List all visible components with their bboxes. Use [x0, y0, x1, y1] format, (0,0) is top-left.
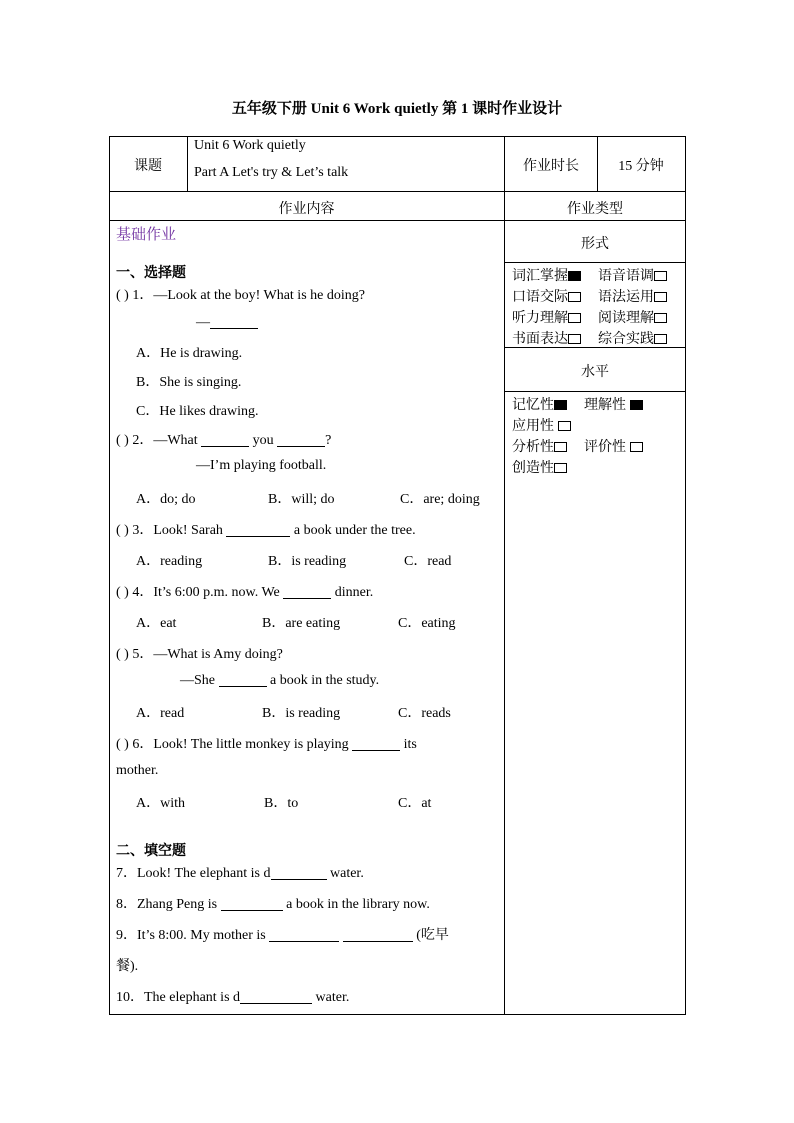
q2-option-c: C．are; doing [400, 492, 480, 507]
checkbox-icon[interactable] [654, 292, 667, 302]
time-value: 15 分钟 [618, 159, 664, 174]
form-item: 口语交际 [512, 286, 581, 306]
checkbox-checked-icon[interactable] [568, 271, 581, 281]
q5-option-a: A．read [136, 706, 185, 721]
q4-stem: ( ) 4．It’s 6:00 p.m. now. We dinner. [116, 585, 374, 600]
fill-10: 10．The elephant is d water. [116, 990, 350, 1005]
checkbox-icon[interactable] [654, 271, 667, 281]
form-label: 形式 [581, 237, 609, 252]
topic-line2: Part A Let's try & Let’s talk [194, 165, 349, 180]
q2-option-a: A．do; do [136, 492, 196, 507]
fill-9-cont: 餐). [116, 959, 139, 974]
checkbox-icon[interactable] [568, 313, 581, 323]
q4-option-a: A．eat [136, 616, 177, 631]
q6-option-b: B．to [264, 796, 299, 811]
checkbox-icon[interactable] [654, 313, 667, 323]
fill-7: 7．Look! The elephant is d water. [116, 866, 364, 881]
type-label: 作业类型 [567, 202, 623, 217]
q6-option-a: A．with [136, 796, 185, 811]
q5-option-c: C．reads [398, 706, 451, 721]
section-basic: 基础作业 [116, 227, 177, 243]
q1-option-c: C．He likes drawing. [136, 404, 259, 419]
q5-option-b: B．is reading [262, 706, 341, 721]
time-label: 作业时长 [523, 159, 579, 174]
level-item: 理解性 [584, 394, 643, 414]
checkbox-icon[interactable] [554, 442, 567, 452]
q2-stem: ( ) 2．—What you ? [116, 433, 332, 448]
form-item: 词汇掌握 [512, 265, 581, 285]
form-item: 阅读理解 [598, 307, 667, 327]
fill-9: 9．It’s 8:00. My mother is (吃早 [116, 928, 449, 943]
q1-option-b: B．She is singing. [136, 375, 242, 390]
level-item: 分析性 [512, 436, 567, 456]
form-item: 综合实践 [598, 328, 667, 348]
level-label: 水平 [581, 365, 609, 380]
q6-line2: mother. [116, 763, 159, 778]
level-item: 创造性 [512, 457, 567, 477]
part2-title: 二、填空题 [116, 844, 186, 859]
q6-stem: ( ) 6．Look! The little monkey is playing its [116, 737, 417, 752]
level-item: 应用性 [512, 415, 571, 435]
q3-option-a: A．reading [136, 554, 203, 569]
checkbox-checked-icon[interactable] [630, 400, 643, 410]
q1-answer-line: — [196, 315, 258, 331]
q4-option-c: C．eating [398, 616, 456, 631]
checkbox-icon[interactable] [654, 334, 667, 344]
form-item: 听力理解 [512, 307, 581, 327]
checkbox-icon[interactable] [558, 421, 571, 431]
topic-label: 课题 [134, 159, 162, 174]
q2-option-b: B．will; do [268, 492, 335, 507]
checkbox-icon[interactable] [568, 334, 581, 344]
checkbox-icon[interactable] [568, 292, 581, 302]
q5-line2: —She a book in the study. [180, 673, 380, 688]
q3-option-b: B．is reading [268, 554, 347, 569]
q2-line2: —I’m playing football. [196, 458, 327, 473]
form-item: 书面表达 [512, 328, 581, 348]
page-title: 五年级下册 Unit 6 Work quietly 第 1 课时作业设计 [231, 101, 563, 117]
form-item: 语音语调 [598, 265, 667, 285]
q3-stem: ( ) 3．Look! Sarah a book under the tree. [116, 523, 416, 538]
checkbox-icon[interactable] [630, 442, 643, 452]
part1-title: 一、选择题 [116, 266, 186, 281]
checkbox-checked-icon[interactable] [554, 400, 567, 410]
level-item: 评价性 [584, 436, 643, 456]
checkbox-icon[interactable] [554, 463, 567, 473]
form-item: 语法运用 [598, 286, 667, 306]
topic-line1: Unit 6 Work quietly [194, 138, 306, 153]
q6-option-c: C．at [398, 796, 432, 811]
fill-8: 8．Zhang Peng is a book in the library now. [116, 897, 430, 912]
q3-option-c: C．read [404, 554, 452, 569]
q5-stem: ( ) 5．—What is Amy doing? [116, 647, 283, 662]
q1-stem: ( ) 1．—Look at the boy! What is he doing? [116, 288, 365, 303]
level-item: 记忆性 [512, 394, 567, 414]
q4-option-b: B．are eating [262, 616, 341, 631]
q1-option-a: A．He is drawing. [136, 346, 243, 361]
content-label: 作业内容 [278, 202, 335, 217]
